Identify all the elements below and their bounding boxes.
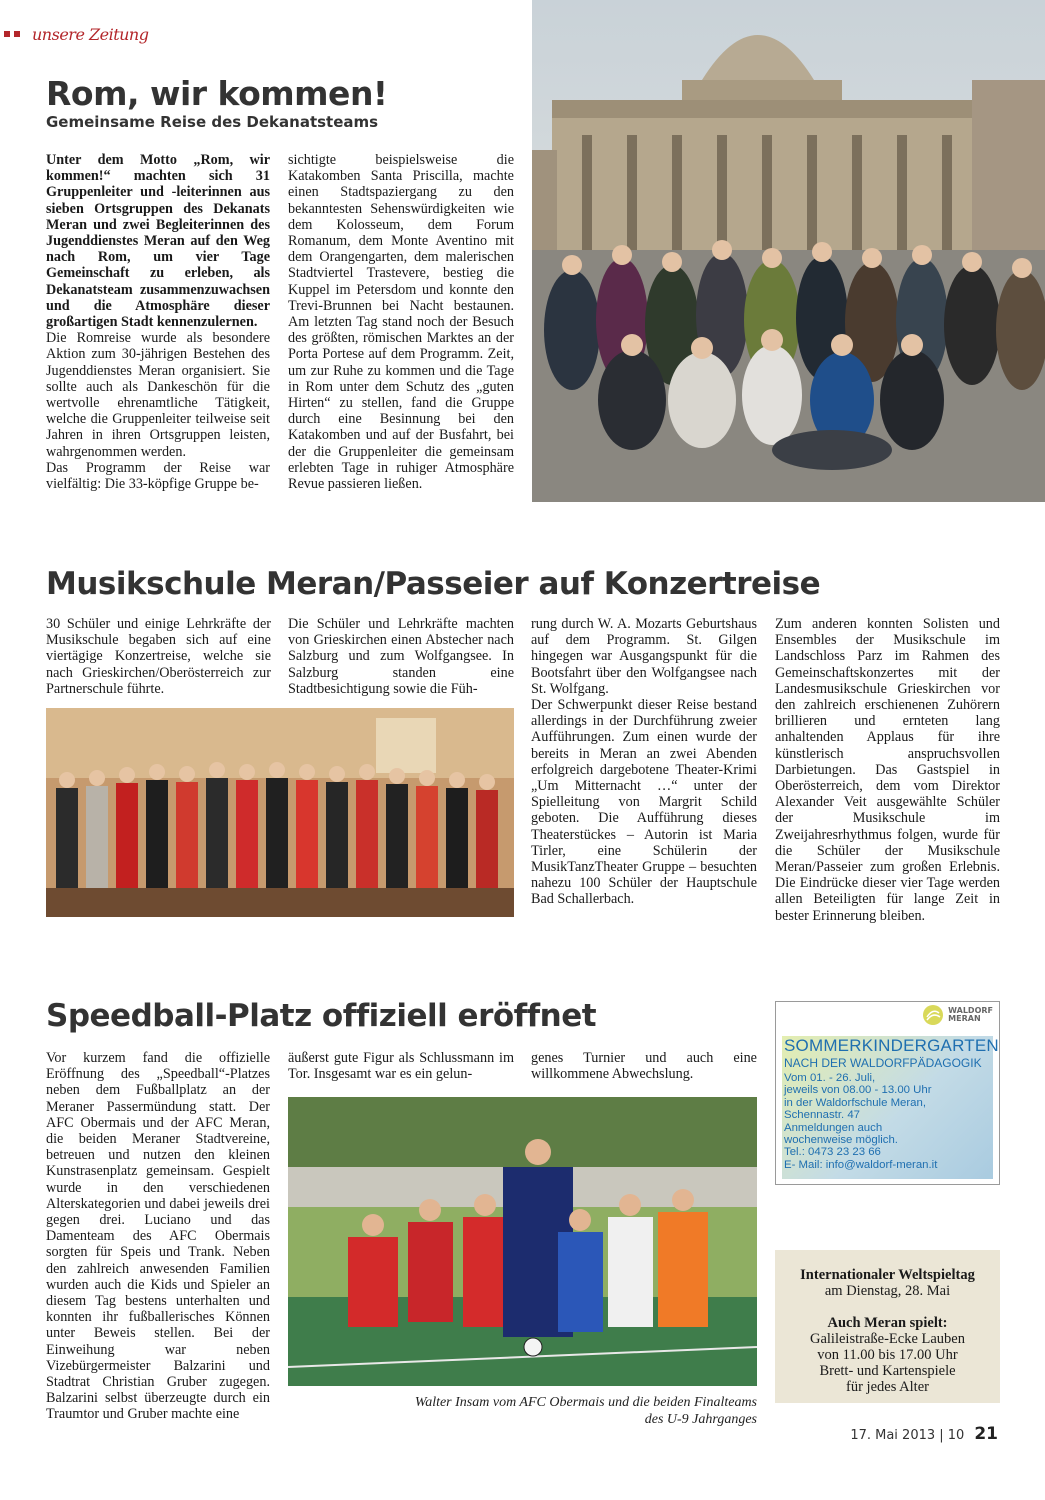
article2-col2 — [288, 616, 514, 697]
article1-paragraph: sichtigte beispielsweise die Katakomben Santa Priscilla, machte einen Stadtspaziergang zu den bekanntesten Sehenswürdigkeiten wie dem Kolosseum, dem Forum Romanum, dem Monte Aventino mit dem Orangengarten, dem malerischen Stadtviertel Trastevere, bestieg die Kuppel im Petersdom und konnte den Trevi-Brunnen bei Nacht bestaunen. Am letzten Tag stand noch der Besuch des größten, römischen Marktes an der Porta Portese auf dem Programm. Zeit, um zur Ruhe zu kommen und die Tage in Rom unter dem Schutz des „guten Hirten“ zu stellen, fand die Gruppe durch eine Besinnung bei den Katakomben und auf der Busfahrt, bei der die Gruppenleiter die gemeinsam erlebten Tage in ruhiger Atmosphäre Revue passieren ließen. — [288, 152, 514, 493]
page-number: 21 — [974, 1424, 998, 1444]
caption-line: Walter Insam vom AFC Obermais und die beiden Finalteams — [414, 1395, 757, 1410]
article1-subheadline: Gemeinsame Reise des Dekanatsteams — [46, 113, 379, 131]
article1-headline: Rom, wir kommen! — [46, 74, 388, 113]
article2-col1 — [46, 616, 271, 697]
ad-spieltag-line: von 11.00 bis 17.00 Uhr — [817, 1347, 958, 1363]
masthead-square — [4, 31, 10, 37]
article3-col2 — [288, 1050, 514, 1082]
ad-line: E- Mail: info@waldorf-meran.it — [784, 1158, 938, 1171]
ad-spieltag-title: Internationaler Weltspieltag — [800, 1267, 975, 1283]
waldorf-logo-icon — [922, 1004, 944, 1026]
ad-world-play-day — [775, 1250, 1000, 1403]
article3-col3 — [531, 1050, 757, 1082]
article3-headline: Speedball-Platz offiziell eröffnet — [46, 998, 597, 1034]
ad-spieltag-title2: Auch Meran spielt: — [827, 1315, 948, 1331]
article2-paragraph: Die Schüler und Lehrkräfte machten von Grieskirchen einen Abstecher nach Salzburg und zum Wolfgangsee. In Salzburg standen eine Stadtbesichtigung sowie die Füh- — [288, 616, 514, 697]
caption-line: des U-9 Jahrganges — [644, 1412, 757, 1427]
photo-rome-group — [532, 0, 1045, 502]
photo-speedball-teams — [288, 1097, 757, 1386]
article2-col3 — [531, 616, 757, 908]
ad-spieltag-line: Galileistraße-Ecke Lauben — [810, 1331, 965, 1347]
ad-spieltag-line: Brett- und Kartenspiele — [819, 1363, 956, 1379]
article3-paragraph: Vor kurzem fand die offizielle Eröffnung des „Speedball“-Platzes neben dem Fußballplatz an der Meraner Passermündung statt. Der AFC Obermais und der AFC Meran, die beiden Meraner Stadtvereine, betreuen und nutzen den kleinen Kunstrasenplatz gemeinsam. Gespielt wurde in den verschiedenen Alterskategorien und dabei jeweils drei gegen drei. Luciano und das Damenteam des AFC Obermais sorgten für Speis und Trank. Neben den zahlreich anwesenden Familien wurden auch die Kids und Spieler an diesem Tag bestens unterhalten und konnten ihr fußballerisches Können unter Beweis stellen. Bei der Einweihung war neben Vizebürgermeister Balzarini und Stadtrat Christian Gruber zugegen. Balzarini selbst überzeugte durch ein Traumtor und Gruber machte eine — [46, 1050, 270, 1423]
masthead — [0, 22, 148, 46]
ad-spieltag-line: für jedes Alter — [846, 1379, 929, 1395]
masthead-brand: unsere Zeitung — [32, 24, 149, 44]
ad-line: Vom 01. - 26. Juli, — [784, 1072, 876, 1084]
article2-paragraph: Zum anderen konnten Solisten und Ensembles der Musikschule im Landschloss Parz im Rahmen des Gemeinschaftskonzertes mit der Landesmusikschule Grieskirchen vor den zahlreich erschienenen Zuhörern brillieren und ernteten lang anhaltenden Applaus für ihre künstlerisch anspruchsvollen Darbietungen. Das Gastspiel in Oberösterreich, dem vom Direktor Alexander Veit ausgewählte Schüler der Musikschule im Zweijahresrhythmus folgen, wurde für die Schüler der Musikschule Meran/Passeier zum großen Erlebnis. Die Eindrücke dieser vier Tage werden allen Beteiligten für lange Zeit in bester Erinnerung bleiben. — [775, 616, 1000, 924]
article3-paragraph: äußerst gute Figur als Schlussmann im Tor. Insgesamt war es ein gelun- — [288, 1050, 514, 1083]
article1-col2 — [288, 152, 514, 492]
ad-waldorf-title: SOMMERKINDERGARTEN — [784, 1036, 999, 1055]
article1-lead: Unter dem Motto „Rom, wir kommen!“ machten sich 31 Gruppenleiter und -leiterinnen aus sieben Ortsgruppen des Dekanats Meran und zwei Begleiterinnen des Jugenddienstes Meran auf den Weg nach Rom, um vier Tage Gemeinschaft zu erleben, als Dekanatsteam zusammenzuwachsen und die Atmosphäre dieser großartigen Stadt kennenzulernen. — [46, 152, 270, 331]
ad-line: in der Waldorfschule Meran, — [784, 1096, 927, 1109]
article1-paragraph: Das Programm der Reise war vielfältig: Die 33-köpfige Gruppe be- — [46, 459, 270, 493]
waldorf-logo-text — [948, 1007, 993, 1023]
page-footer — [850, 1424, 998, 1444]
ad-line: Anmeldungen auch — [784, 1121, 883, 1134]
ad-waldorf-subtitle: NACH DER WALDORFPÄDAGOGIK — [784, 1056, 982, 1070]
article1-col1 — [46, 152, 270, 492]
masthead-square — [14, 31, 20, 37]
ad-waldorf-summer-kindergarten[interactable] — [775, 1001, 1000, 1185]
ad-waldorf-body — [784, 1072, 937, 1171]
article3-paragraph: genes Turnier und auch eine willkommene Abwechslung. — [531, 1050, 757, 1083]
ad-line: Tel.: 0473 23 23 66 — [784, 1146, 881, 1159]
logo-line: WALDORF — [948, 1006, 993, 1015]
article2-paragraph: rung durch W. A. Mozarts Geburtshaus auf dem Programm. St. Gilgen hingegen war Ausgangspunkt für die Bootsfahrt über den Wolfgangsee nach St. Wolfgang. — [531, 616, 757, 697]
article2-paragraph: 30 Schüler und einige Lehrkräfte der Musikschule begaben sich auf eine viertägige Konzertreise, welche sie nach Grieskirchen/Oberösterreich zur Partnerschule führte. — [46, 616, 271, 697]
ad-line: jeweils von 08.00 - 13.00 Uhr — [784, 1084, 932, 1097]
article2-col4 — [775, 616, 1000, 924]
logo-line: MERAN — [948, 1014, 981, 1023]
article2-headline: Musikschule Meran/Passeier auf Konzertreise — [46, 566, 821, 602]
article1-paragraph: Die Romreise wurde als besondere Aktion zum 30-jährigen Bestehen des Jugenddienstes Meran organisiert. Sie sollte auch als Dankeschön für die wertvolle ehrenamtliche Tätigkeit, welche die Gruppenleiter teilweise seit Jahren in ihren Ortsgruppen leisten, wahrgenommen werden. — [46, 330, 270, 460]
ad-line: wochenweise möglich. — [784, 1134, 898, 1147]
footer-date-issue: 17. Mai 2013 | 10 — [850, 1428, 965, 1443]
waldorf-logo — [922, 1004, 993, 1026]
ad-spieltag-date: am Dienstag, 28. Mai — [824, 1283, 951, 1299]
article2-paragraph: Der Schwerpunkt dieser Reise bestand allerdings in der Durchführung zweier Aufführungen. Zum einen wurde der bereits in Meran an zwei Abenden erfolgreich dargebotene Theater-Krimi „Um Mitternacht …“ unter der Spielleitung von Margrit Schild geboten. Die Aufführung dieses Theaterstückes – Autorin ist Maria Tirler, eine Schülerin der MusikTanzTheater Gruppe – besuchten nahezu 100 Schüler der Hauptschule Bad Schallerbach. — [531, 697, 757, 908]
photo-caption — [288, 1394, 757, 1428]
ad-line: Schennastr. 47 — [784, 1109, 860, 1122]
article3-col1 — [46, 1050, 270, 1423]
photo-music-school — [46, 708, 514, 917]
